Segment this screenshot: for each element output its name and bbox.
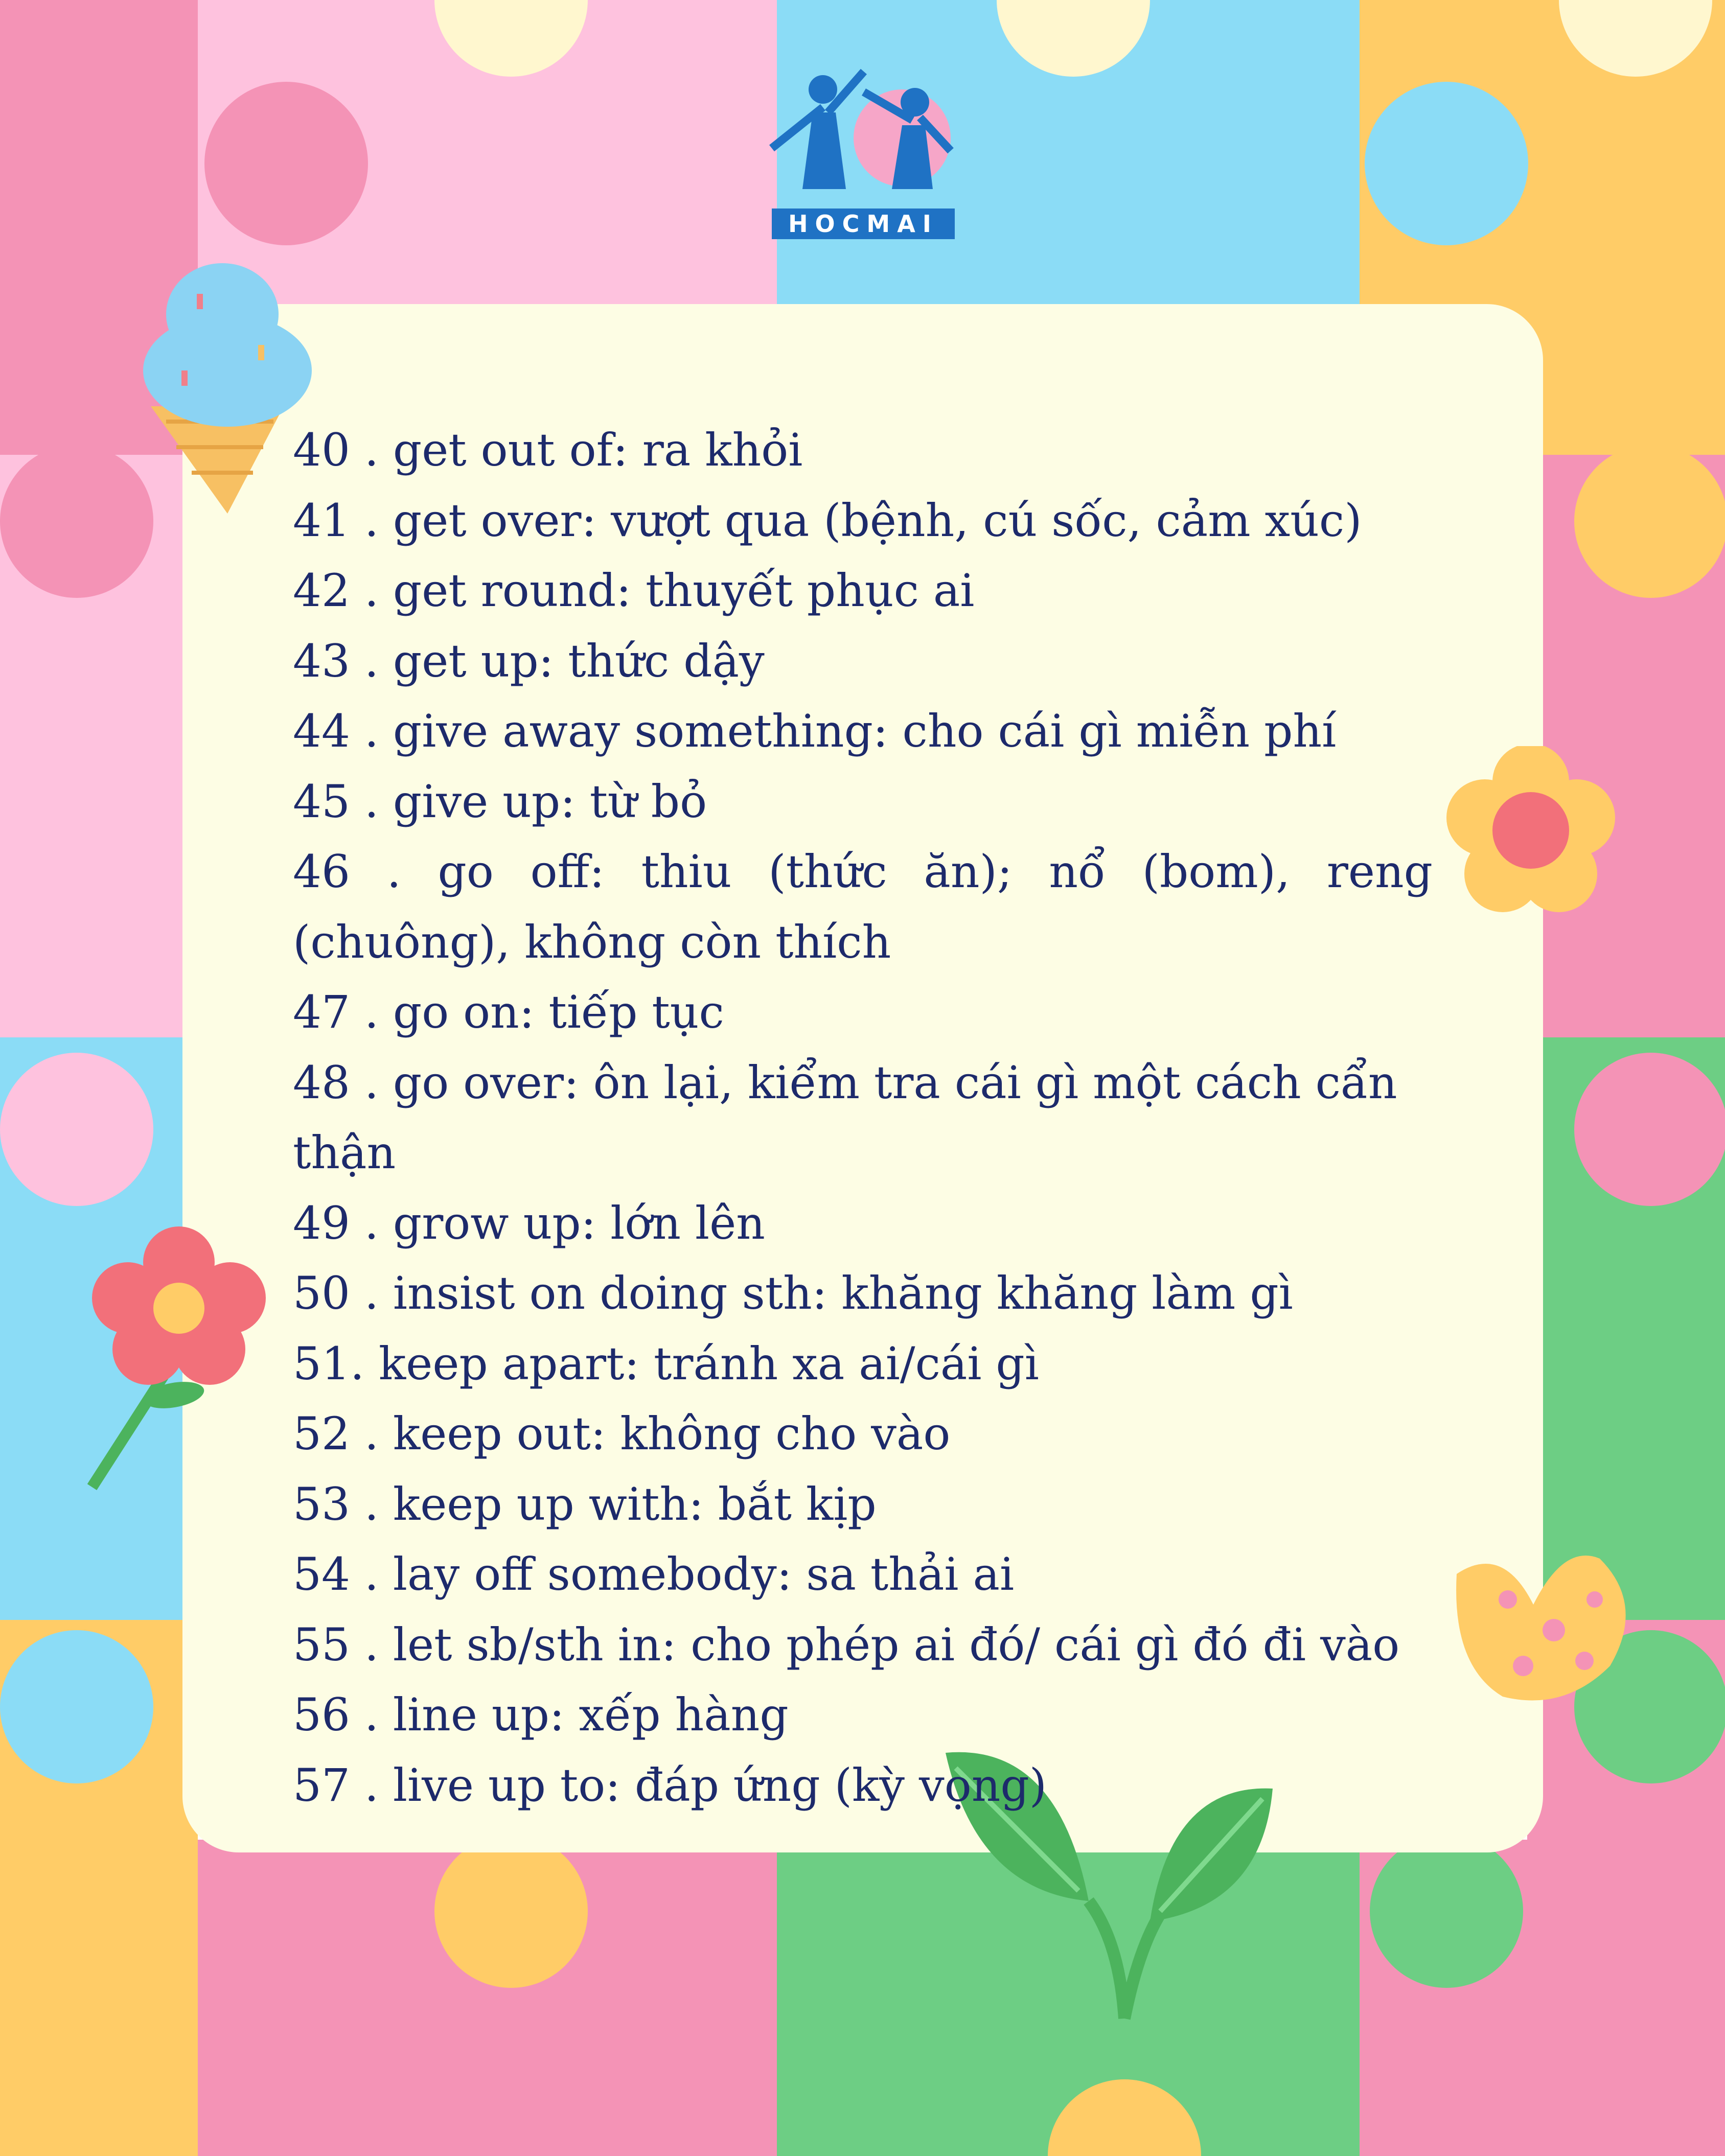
list-item: 50 . insist on doing sth: khăng khăng làm gì <box>293 1267 1293 1319</box>
flower-stem-icon <box>77 1226 291 1502</box>
list-item: 52 . keep out: không cho vào <box>293 1407 951 1460</box>
list-item: 53 . keep up with: bắt kịp <box>293 1477 877 1531</box>
list-item: 47 . go on: tiếp tục <box>293 986 724 1038</box>
list-item: 42 . get round: thuyết phục ai <box>293 564 975 617</box>
list-item: 46 . go off: thiu (thức ăn); nổ (bom), reng (chuông), không còn thích <box>293 845 1433 968</box>
list-item: 54 . lay off somebody: sa thải ai <box>293 1548 1015 1601</box>
tulip-icon <box>1446 1543 1651 1707</box>
ice-cream-icon <box>135 253 319 519</box>
list-item: 48 . go over: ôn lại, kiểm tra cái gì một cách cẩn thận <box>293 1056 1397 1179</box>
list-item: 40 . get out of: ra khỏi <box>293 424 803 476</box>
phrasal-verb-list <box>293 415 1433 1820</box>
list-item: 45 . give up: từ bỏ <box>293 775 707 828</box>
list-item: 55 . let sb/sth in: cho phép ai đó/ cái gì đó đi vào <box>293 1618 1400 1671</box>
list-item: 51. keep apart: tránh xa ai/cái gì <box>293 1337 1039 1390</box>
flower-right-icon <box>1446 746 1615 915</box>
list-item: 56 . line up: xếp hàng <box>293 1688 789 1741</box>
list-item: 41 . get over: vượt qua (bệnh, cú sốc, cảm xúc) <box>293 494 1362 547</box>
list-item: 43 . get up: thức dậy <box>293 634 765 687</box>
logo-wordmark: HOCMAI <box>772 208 955 239</box>
list-item: 57 . live up to: đáp ứng (kỳ vọng) <box>293 1758 1047 1812</box>
list-item: 44 . give away something: cho cái gì miễn phí <box>293 705 1337 757</box>
list-item: 49 . grow up: lớn lên <box>293 1196 765 1249</box>
